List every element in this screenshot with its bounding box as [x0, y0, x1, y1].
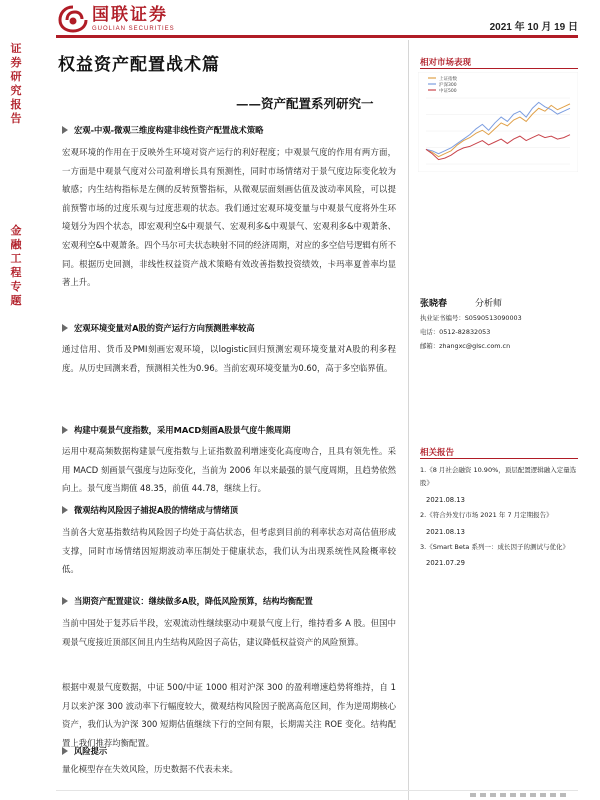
logo-name-en: GUOLIAN SECURITIES — [92, 25, 175, 32]
section-heading: 宏观环境变量对A股的资产运行方向预测胜率较高 — [62, 322, 255, 334]
logo-name-cn: 国联证券 — [92, 4, 168, 25]
footer-rule — [56, 790, 578, 791]
sidebar-char: 券 — [10, 56, 22, 69]
related-report-link[interactable]: 3.《Smart Beta 系列一：成长因子的测试与优化》 — [420, 543, 569, 551]
analyst — [420, 296, 502, 309]
related-report-date: 2021.08.13 — [426, 528, 465, 536]
section-paragraph: 运用中观高频数据构建景气度指数与上证指数盈利增速变化高度吻合，且具有领先性。采用 MACD 刻画景气强度与边际变化，当前为 2006 年以来最强的景气度周期，且趋势依然向上。景气度当期值 48.35，前值 44.78，继续上行。 — [62, 446, 396, 494]
section-heading: 宏观-中观-微观三维度构建非线性资产配置战术策略 — [62, 124, 263, 136]
logo-icon — [58, 5, 88, 33]
arrow-bullet-icon — [62, 426, 68, 434]
section-heading: 当期资产配置建议：继续做多A股，降低风险预算，结构均衡配置 — [62, 595, 313, 607]
section-heading: 风险提示 — [62, 745, 107, 757]
sidebar-char: 告 — [10, 112, 22, 125]
brand-logo — [58, 5, 175, 33]
section-heading: 构建中观景气度指数，采用MACD刻画A股景气度牛熊周期 — [62, 424, 291, 436]
analyst-email[interactable]: 邮箱：zhangxc@glsc.com.cn — [420, 342, 511, 350]
section-heading: 微观结构风险因子捕捉A股的情绪成与情绪顶 — [62, 504, 238, 516]
related-report-link[interactable]: 2.《符合外发行市场 2021 年 7 月定期报告》 — [420, 511, 553, 519]
footer-decoration — [470, 793, 570, 797]
related-report-date: 2021.07.29 — [426, 559, 465, 567]
related-title-rule — [420, 458, 578, 459]
arrow-bullet-icon — [62, 324, 68, 332]
header-rule — [56, 35, 578, 38]
market-chart-title: 相对市场表现 — [420, 58, 472, 68]
section-paragraph: 宏观环境的作用在于反映外生环境对资产运行的利好程度；中观景气度的作用有两方面，一方面是中观景气度对公司盈利增长具有预测性，同时市场情绪对于景气度边际变化较为敏感；内生结构指标是左侧的反转预警指标，从微观层面刻画估值及波动率风险，可以提前预警市场的过度乐观与过度悲观的状态。我们通过宏观环境变量与中观景气度将外生环境划分为四个状态，即宏观利空&中观景气、宏观利多&中观景气、宏观利多&中观萧条、宏观利空&中观萧条。四个马尔可夫状态映射不同的经济周期，对应的多空信号逻辑有所不同。根据历史回测，非线性权益资产战术策略有效改善指数投资绩效，卡玛率夏普率均显著上升。 — [62, 147, 396, 288]
related-report-link[interactable]: 1.《8 月社会融资 10.90%，顶层配置逻辑融入定量选股》 — [420, 466, 577, 487]
sidebar-report-type — [8, 42, 24, 126]
sidebar-char: 工 — [10, 252, 22, 265]
section-paragraph: 量化模型存在失效风险，历史数据不代表未来。 — [62, 764, 238, 774]
related-report-date: 2021.08.13 — [426, 496, 465, 504]
sidebar-char: 专 — [10, 280, 22, 293]
section-paragraph: 当前各大宽基指数结构风险因子均处于高估状态，但考虑到目前的利率状态对高估值形成支撑，同时市场情绪因短期波动率压制处于健康状态，我们认为出现系统性风险概率较低。 — [62, 527, 396, 575]
sidebar-char: 融 — [10, 238, 22, 251]
section-paragraph: 当前中国处于复苏后半段，宏观流动性继续驱动中观景气度上行，维持看多 A 股。但国中观景气度接近顶部区间且内生结构风险因子高估，建议降低权益资产的风险预算。 — [62, 618, 396, 647]
report-subtitle: ——资产配置系列研究一 — [236, 96, 374, 111]
arrow-bullet-icon — [62, 747, 68, 755]
chart-title-rule — [420, 68, 578, 69]
analyst-name: 张晓春 — [420, 299, 448, 309]
column-divider — [408, 40, 409, 800]
analyst-role: 分析师 — [475, 299, 503, 309]
report-date: 2021 年 10 月 19 日 — [489, 22, 578, 33]
analyst-license: 执业证书编号：S0590513090003 — [420, 314, 522, 322]
sidebar-char: 究 — [10, 84, 22, 97]
arrow-bullet-icon — [62, 597, 68, 605]
sidebar-char: 报 — [10, 98, 22, 111]
sidebar-char: 程 — [10, 266, 22, 279]
sidebar-char: 证 — [10, 42, 22, 55]
analyst-phone: 电话：0512-82832053 — [420, 328, 491, 336]
legend-label: 沪深300 — [439, 82, 457, 88]
arrow-bullet-icon — [62, 126, 68, 134]
legend-label: 中证500 — [439, 88, 457, 94]
arrow-bullet-icon — [62, 506, 68, 514]
sidebar-topic — [8, 224, 24, 308]
sidebar-char: 金 — [10, 224, 22, 237]
sidebar-char: 题 — [10, 294, 22, 307]
report-title: 权益资产配置战术篇 — [58, 55, 220, 75]
section-paragraph: 根据中观景气度数据，中证 500/中证 1000 相对沪深 300 的盈利增速趋势将维持，自 1 月以来沪深 300 波动率下行幅度较大，微观结构风险因子脱离高危区间，作为逆周期核心资产，我们认为沪深 300 短期估值继续下行的空间有限，长期需关注 ROE 变化。结构配置上我们推荐均衡配置。 — [62, 682, 396, 748]
related-reports-title: 相关报告 — [420, 448, 455, 458]
sidebar-char: 研 — [10, 70, 22, 83]
legend-label: 上证指数 — [439, 76, 457, 82]
relative-performance-chart — [418, 72, 578, 172]
section-paragraph: 通过信用、货币及PMI刻画宏观环境，以logistic回归预测宏观环境变量对A股的利多程度。从历史回测来看，预测相关性为0.96。当前宏观环境变量为0.60，高于多空临界值。 — [62, 344, 396, 373]
